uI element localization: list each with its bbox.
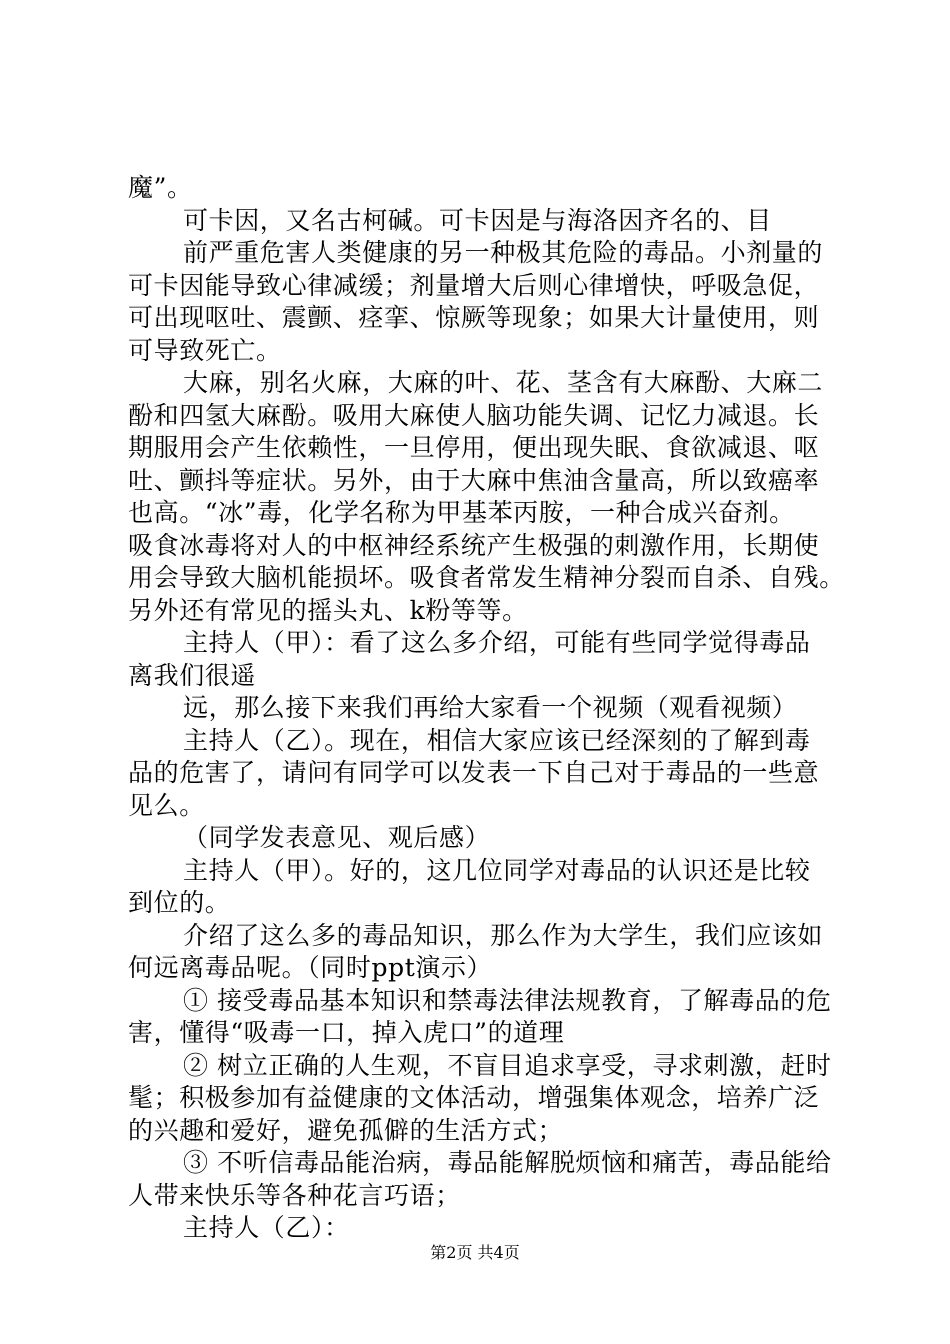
text-line: 髦；积极参加有益健康的文体活动，增强集体观念，培养广泛 xyxy=(128,1083,820,1112)
document-body xyxy=(128,172,848,1245)
text-line: 吸食冰毒将对人的中枢神经系统产生极强的刺激作用，长期使 xyxy=(128,530,820,560)
text-line: ③ 不听信毒品能治病，毒品能解脱烦恼和痛苦，毒品能给 xyxy=(183,1148,832,1177)
text-line: 另外还有常见的摇头丸、k粉等等。 xyxy=(128,595,528,625)
text-line: （同学发表意见、观后感） xyxy=(183,823,491,852)
text-line: 主持人（甲）。好的，这几位同学对毒品的认识还是比较 xyxy=(183,855,811,885)
text-line: 远，那么接下来我们再给大家看一个视频（观看视频） xyxy=(183,693,798,722)
text-line: 介绍了这么多的毒品知识，那么作为大学生，我们应该如 xyxy=(183,920,824,950)
text-line: 前严重危害人类健康的另一种极其危险的毒品。小剂量的 xyxy=(183,238,824,267)
text-line: 何远离毒品呢。（同时ppt演示） xyxy=(128,953,493,982)
text-line: 人带来快乐等各种花言巧语； xyxy=(128,1180,461,1210)
text-line: 可卡因能导致心律减缓；剂量增大后则心律增快，呼吸急促， xyxy=(128,270,820,300)
text-line: 用会导致大脑机能损坏。吸食者常发生精神分裂而自杀、自残。 xyxy=(128,563,845,592)
text-line: 主持人（乙）。现在，相信大家应该已经深刻的了解到毒 xyxy=(183,725,811,755)
text-line: 品的危害了，请问有同学可以发表一下自己对于毒品的一些意 xyxy=(128,758,820,787)
text-line: 期服用会产生依赖性，一旦停用，便出现失眠、食欲减退、呕 xyxy=(128,433,820,462)
page-number-footer: 第2页 共4页 xyxy=(430,1243,520,1262)
text-line: 离我们很遥 xyxy=(128,660,257,690)
text-line: ① 接受毒品基本知识和禁毒法律法规教育，了解毒品的危 xyxy=(183,985,832,1015)
text-line: 主持人（乙）： xyxy=(183,1213,350,1242)
text-line: 也高。“冰”毒，化学名称为甲基苯丙胺，一种合成兴奋剂。 xyxy=(128,498,795,527)
text-line: 到位的。 xyxy=(128,888,231,917)
text-line: 害，懂得“吸毒一口，掉入虎口”的道理 xyxy=(128,1018,565,1047)
text-line: 的兴趣和爱好，避免孤僻的生活方式； xyxy=(128,1115,564,1145)
text-line: 酚和四氢大麻酚。吸用大麻使人脑功能失调、记忆力减退。长 xyxy=(128,400,820,430)
text-line: 见么。 xyxy=(128,790,205,820)
text-line: 魔”。 xyxy=(128,173,193,202)
text-line: 吐、颤抖等症状。另外，由于大麻中焦油含量高，所以致癌率 xyxy=(128,465,820,495)
text-line: ② 树立正确的人生观，不盲目追求享受，寻求刺激，赶时 xyxy=(183,1050,832,1080)
text-line: 可导致死亡。 xyxy=(128,335,282,365)
text-line: 大麻，别名火麻，大麻的叶、花、茎含有大麻酚、大麻二 xyxy=(183,368,824,397)
text-line: 可卡因，又名古柯碱。可卡因是与海洛因齐名的、目 xyxy=(183,205,772,235)
text-line: 可出现呕吐、震颤、痉挛、惊厥等现象；如果大计量使用，则 xyxy=(128,303,820,332)
text-line: 主持人（甲）：看了这么多介绍，可能有些同学觉得毒品 xyxy=(183,628,811,657)
